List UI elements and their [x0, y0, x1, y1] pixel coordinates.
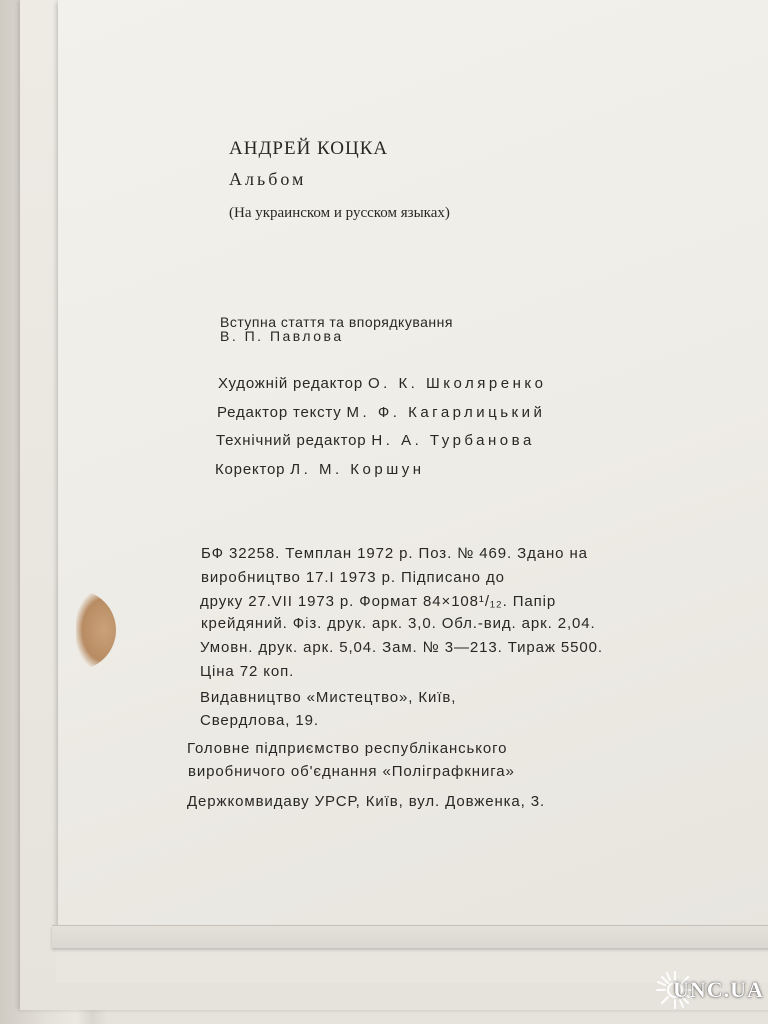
- credit-text-editor: [217, 404, 545, 421]
- page-bottom-edge: [52, 925, 768, 948]
- watermark-text: UNC.UA: [673, 977, 764, 1002]
- credit-name: Н. А. Турбанова: [371, 432, 535, 449]
- imprint-line: Свердлова, 19.: [200, 712, 319, 729]
- credit-name: О. К. Школяренко: [367, 375, 547, 392]
- imprint-line: Держкомвидаву УРСР, Київ, вул. Довженка, 3.: [187, 793, 546, 810]
- imprint-line: друку 27.VII 1973 р. Формат 84×108¹/₁₂. Папір: [200, 593, 557, 610]
- credit-role: Редактор тексту: [217, 404, 342, 421]
- credit-name: Л. М. Коршун: [290, 461, 425, 478]
- languages-note: (На украинском и русском языках): [229, 205, 450, 221]
- intro-line-1: Вступна стаття та впорядкування: [220, 314, 453, 330]
- imprint-line: Ціна 72 коп.: [200, 663, 295, 680]
- imprint-line: Головне підприємство республіканського: [187, 740, 508, 757]
- credit-name: М. Ф. Кагарлицький: [346, 404, 546, 421]
- imprint-line: БФ 32258. Темплан 1972 р. Поз. № 469. Здано на: [201, 545, 588, 562]
- imprint-line: виробництво 17.І 1973 р. Підписано до: [201, 569, 505, 586]
- credit-role: Художній редактор: [218, 375, 363, 392]
- credit-technical-editor: [216, 432, 535, 449]
- author-name: АНДРЕЙ КОЦКА: [229, 138, 389, 159]
- watermark: [653, 968, 763, 1012]
- intro-line-2: В. П. Павлова: [220, 328, 344, 344]
- imprint-line: крейдяний. Фіз. друк. арк. 3,0. Обл.-вид. арк. 2,04.: [201, 615, 596, 632]
- imprint-line: Умовн. друк. арк. 5,04. Зам. № 3—213. Тираж 5500.: [200, 639, 603, 656]
- imprint-line: Видавництво «Мистецтво», Київ,: [200, 689, 457, 706]
- credit-role: Технічний редактор: [216, 432, 367, 449]
- credit-proofreader: [215, 461, 425, 478]
- imprint-line: виробничого об'єднання «Поліграфкнига»: [188, 763, 515, 780]
- credit-role: Коректор: [215, 461, 286, 478]
- credit-art-editor: [218, 375, 546, 392]
- book-subtitle: Альбом: [229, 169, 307, 189]
